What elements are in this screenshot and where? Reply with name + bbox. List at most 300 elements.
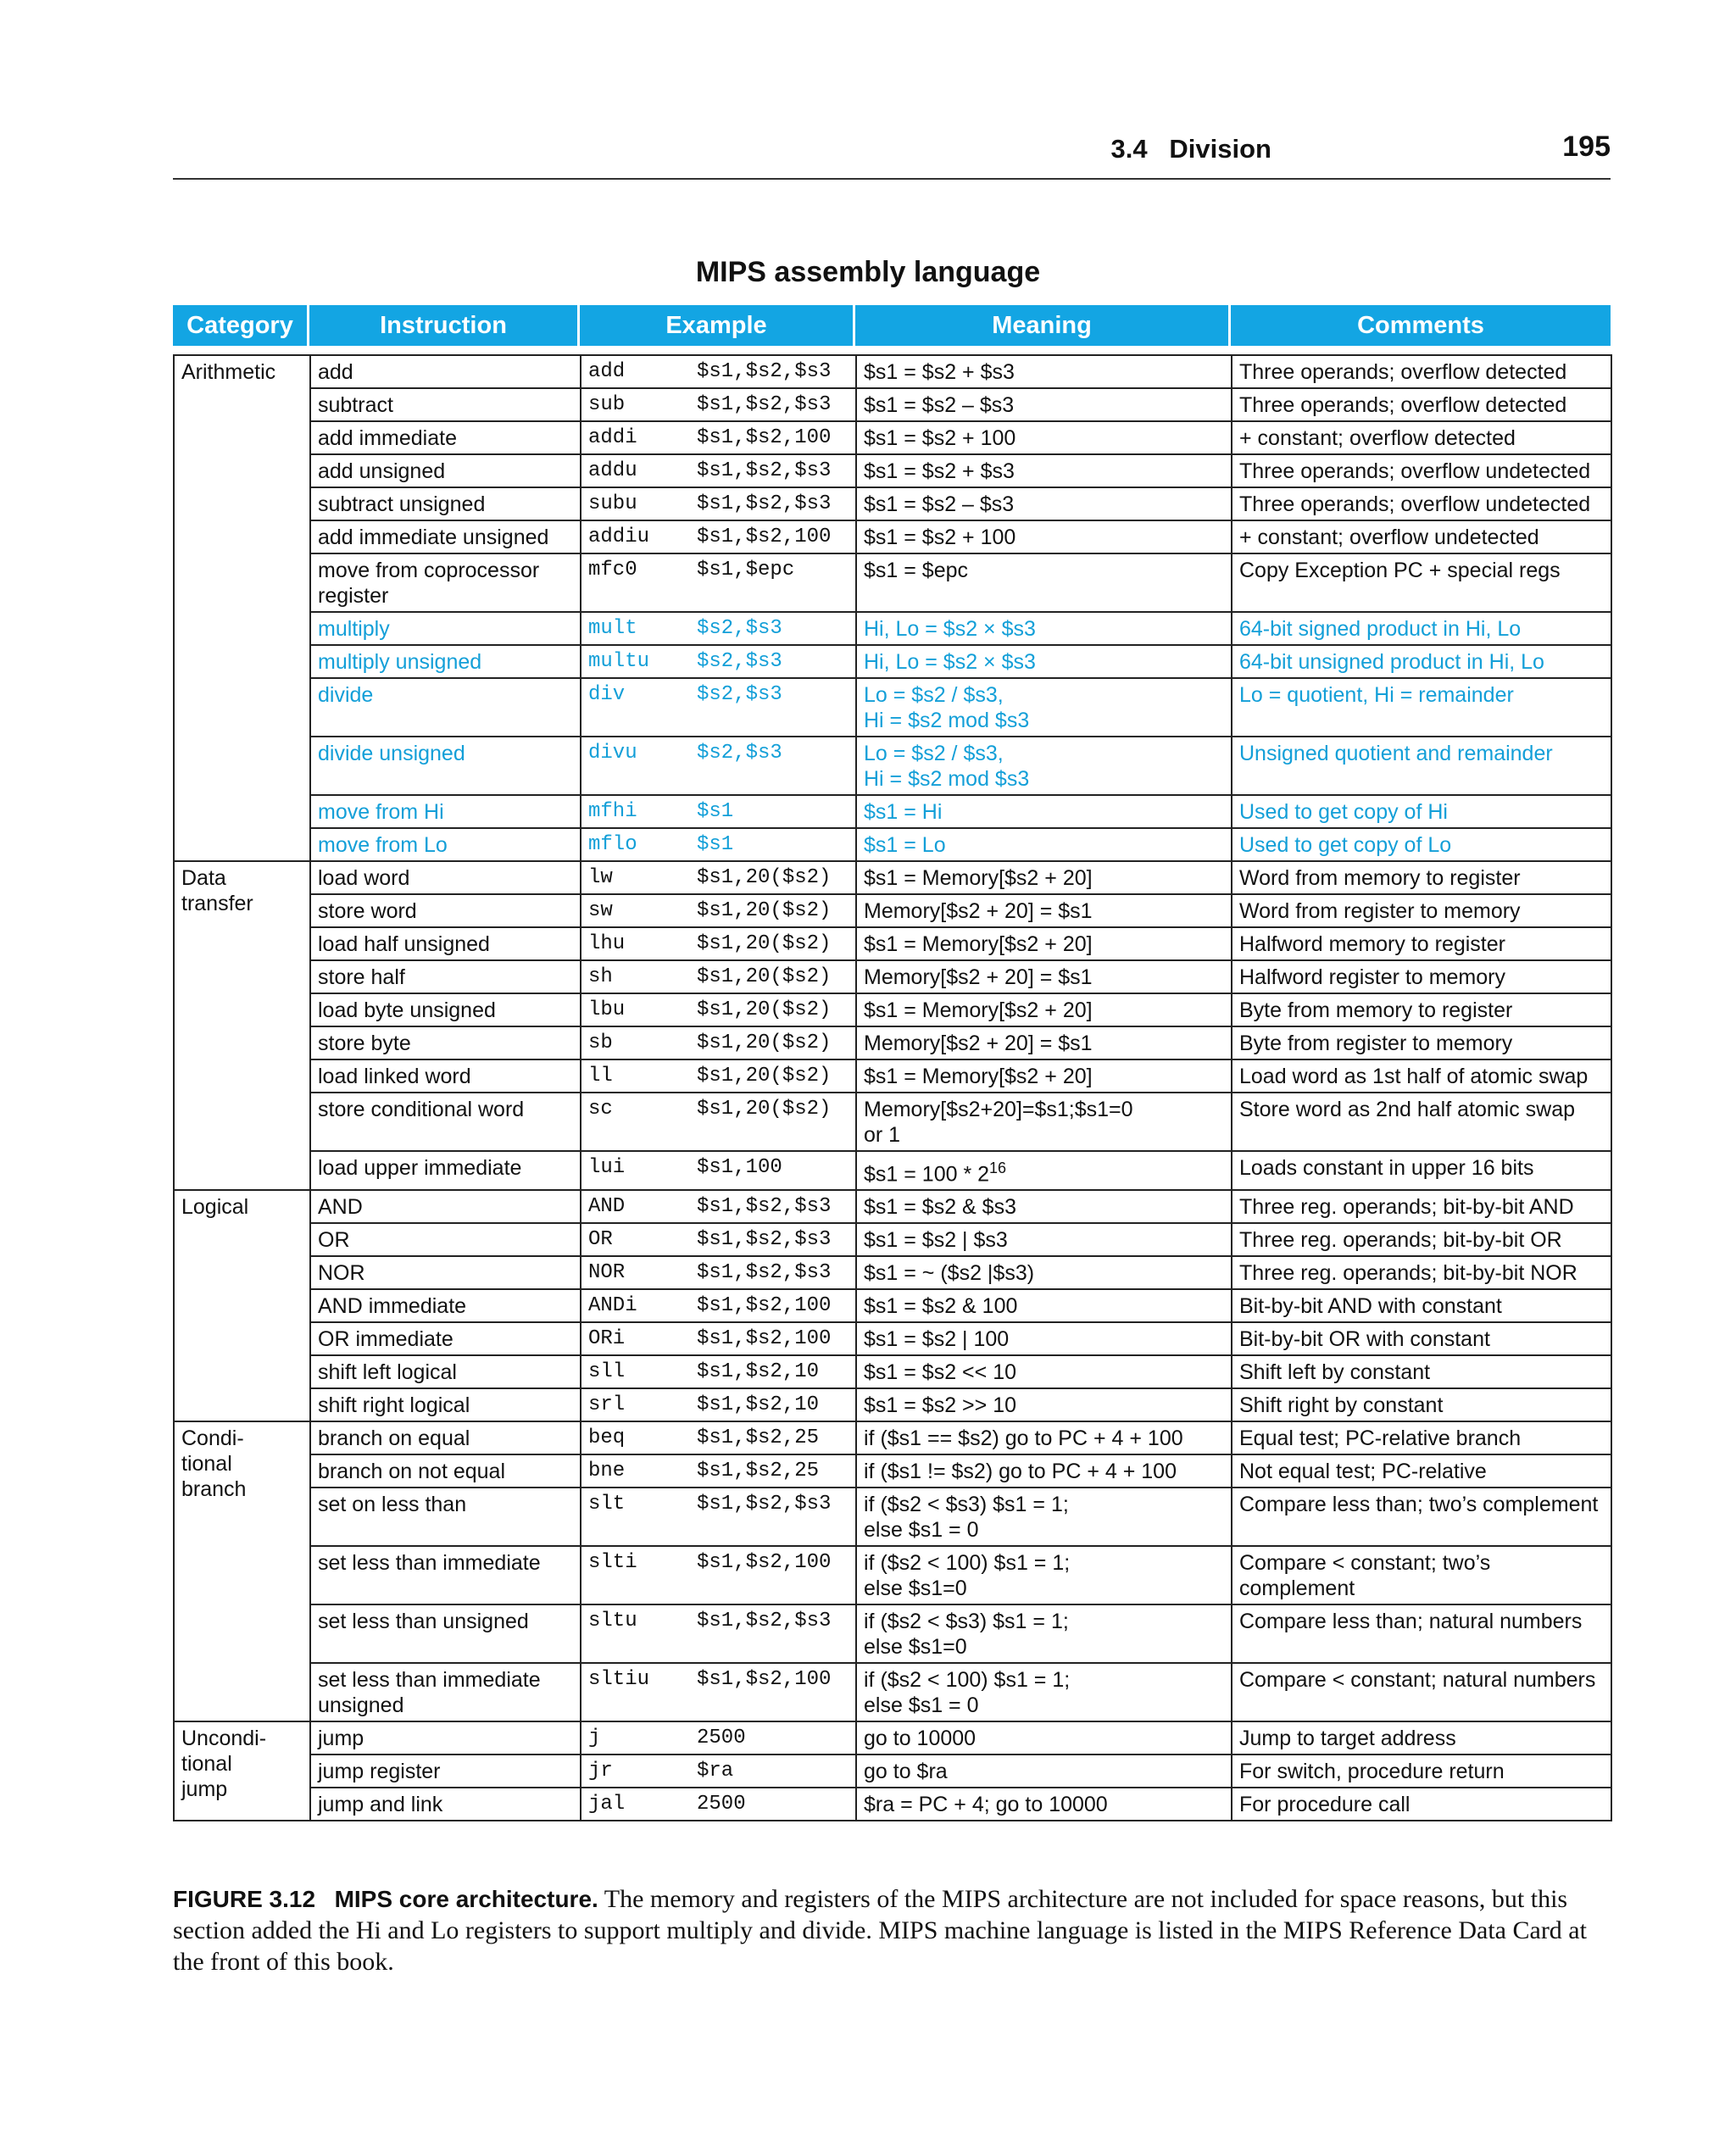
opcode: lui bbox=[588, 1156, 626, 1179]
operands: $s1,$s2,$s3 bbox=[697, 393, 832, 416]
instruction-cell: store byte bbox=[310, 1026, 581, 1059]
example-cell bbox=[581, 388, 856, 421]
example-cell bbox=[581, 1289, 856, 1322]
meaning-text-line2: Hi = $s2 mod $s3 bbox=[864, 767, 1030, 791]
meaning-text: $s1 = 100 * 2 bbox=[864, 1162, 990, 1187]
operands: $s1,$epc bbox=[697, 559, 795, 581]
meaning-text: $s1 = $s2 >> 10 bbox=[864, 1393, 1017, 1418]
example-cell bbox=[581, 1059, 856, 1093]
comment-cell: Three reg. operands; bit-by-bit NOR bbox=[1232, 1256, 1611, 1289]
example-cell bbox=[581, 828, 856, 861]
instruction-cell: load word bbox=[310, 861, 581, 894]
meaning-text: $s1 = Memory[$s2 + 20] bbox=[864, 1065, 1093, 1088]
figure-caption-text: The memory and registers of the MIPS architecture are not included for space reasons, but this section added the Hi and Lo registers to support multiply and divide. MIPS machine language is listed in the MIPS Reference Data Card at the front of this book. bbox=[173, 1885, 1587, 1976]
opcode: slti bbox=[588, 1551, 637, 1575]
meaning-text: $ra = PC + 4; go to 10000 bbox=[864, 1793, 1108, 1817]
running-header bbox=[173, 127, 1611, 180]
opcode: sltiu bbox=[588, 1668, 650, 1692]
comment-cell: Shift right by constant bbox=[1232, 1388, 1611, 1421]
opcode: div bbox=[588, 683, 626, 706]
comment-cell: Used to get copy of Hi bbox=[1232, 795, 1611, 828]
meaning-text: $s1 = ~ ($s2 |$s3) bbox=[864, 1261, 1035, 1286]
example-cell bbox=[581, 960, 856, 993]
example-cell bbox=[581, 1663, 856, 1721]
instruction-cell: divide bbox=[310, 678, 581, 737]
example-cell bbox=[581, 678, 856, 737]
comment-cell: Byte from register to memory bbox=[1232, 1026, 1611, 1059]
opcode: sh bbox=[588, 965, 613, 988]
operands: $s1,$s2,100 bbox=[697, 1551, 832, 1575]
opcode: jr bbox=[588, 1760, 613, 1783]
example-cell bbox=[581, 1322, 856, 1355]
comment-cell: Three operands; overflow detected bbox=[1232, 355, 1611, 388]
table-row bbox=[174, 612, 1611, 645]
instruction-cell: move from Hi bbox=[310, 795, 581, 828]
instruction-cell: OR immediate bbox=[310, 1322, 581, 1355]
meaning-text: $s1 = Hi bbox=[864, 800, 943, 824]
opcode: ORi bbox=[588, 1327, 626, 1351]
meaning-cell bbox=[856, 1223, 1232, 1256]
instruction-cell: add immediate bbox=[310, 421, 581, 454]
table-row bbox=[174, 993, 1611, 1026]
operands: $s1,$s2,$s3 bbox=[697, 492, 832, 515]
meaning-cell bbox=[856, 960, 1232, 993]
operands: $s1,$s2,$s3 bbox=[697, 1195, 832, 1219]
operands: $s1,$s2,25 bbox=[697, 1426, 820, 1450]
example-cell bbox=[581, 1421, 856, 1454]
opcode: sc bbox=[588, 1098, 613, 1121]
example-cell bbox=[581, 1454, 856, 1488]
opcode: addi bbox=[588, 426, 637, 449]
meaning-text: if ($s1 != $s2) go to PC + 4 + 100 bbox=[864, 1460, 1177, 1484]
comment-cell: Halfword memory to register bbox=[1232, 927, 1611, 960]
operands: $s1,$s2,100 bbox=[697, 426, 832, 449]
instruction-cell: set less than immediate unsigned bbox=[310, 1663, 581, 1721]
opcode: OR bbox=[588, 1228, 613, 1252]
instruction-cell: subtract unsigned bbox=[310, 487, 581, 520]
comment-cell: Three reg. operands; bit-by-bit AND bbox=[1232, 1190, 1611, 1223]
comment-cell: Compare less than; two’s complement bbox=[1232, 1488, 1611, 1546]
comment-cell: Shift left by constant bbox=[1232, 1355, 1611, 1388]
operands: $s1,$s2,100 bbox=[697, 526, 832, 548]
meaning-text-line2: else $s1=0 bbox=[864, 1635, 967, 1660]
example-cell bbox=[581, 1223, 856, 1256]
operands: $s1,$s2,$s3 bbox=[697, 1610, 832, 1633]
instruction-cell: multiply unsigned bbox=[310, 645, 581, 678]
table-row bbox=[174, 927, 1611, 960]
opcode: sw bbox=[588, 899, 613, 922]
meaning-text: $s1 = Lo bbox=[864, 833, 946, 857]
column-header-example: Example bbox=[580, 305, 855, 346]
table-row bbox=[174, 1223, 1611, 1256]
table-row bbox=[174, 1256, 1611, 1289]
comment-cell: Compare < constant; two’s complement bbox=[1232, 1546, 1611, 1604]
opcode: lhu bbox=[588, 932, 626, 955]
meaning-cell bbox=[856, 1755, 1232, 1788]
comment-cell: Word from register to memory bbox=[1232, 894, 1611, 927]
table-title: MIPS assembly language bbox=[695, 256, 1041, 288]
instruction-cell: branch on not equal bbox=[310, 1454, 581, 1488]
example-cell bbox=[581, 1788, 856, 1821]
comment-cell: Lo = quotient, Hi = remainder bbox=[1232, 678, 1611, 737]
meaning-cell bbox=[856, 795, 1232, 828]
example-cell bbox=[581, 355, 856, 388]
meaning-cell bbox=[856, 645, 1232, 678]
comment-cell: + constant; overflow undetected bbox=[1232, 520, 1611, 553]
table-row bbox=[174, 795, 1611, 828]
meaning-cell bbox=[856, 1355, 1232, 1388]
operands: $ra bbox=[697, 1760, 734, 1783]
table-row bbox=[174, 487, 1611, 520]
meaning-text-line2: else $s1 = 0 bbox=[864, 1693, 979, 1718]
table-row bbox=[174, 737, 1611, 795]
section-title: 3.4 Division bbox=[1110, 134, 1271, 164]
meaning-text: $s1 = $s2 | $s3 bbox=[864, 1228, 1008, 1253]
meaning-text: Hi, Lo = $s2 × $s3 bbox=[864, 617, 1036, 641]
operands: $s2,$s3 bbox=[697, 742, 782, 765]
meaning-text: Lo = $s2 / $s3, bbox=[864, 742, 1004, 765]
example-cell bbox=[581, 1093, 856, 1151]
category-cell: Logical bbox=[174, 1190, 310, 1421]
operands: $s1 bbox=[697, 833, 734, 856]
example-cell bbox=[581, 1256, 856, 1289]
instruction-cell: NOR bbox=[310, 1256, 581, 1289]
opcode: ANDi bbox=[588, 1294, 637, 1318]
example-cell bbox=[581, 1546, 856, 1604]
table-row bbox=[174, 1151, 1611, 1190]
meaning-cell bbox=[856, 1322, 1232, 1355]
meaning-cell bbox=[856, 861, 1232, 894]
table-row bbox=[174, 454, 1611, 487]
instruction-cell: move from coprocessor register bbox=[310, 553, 581, 612]
meaning-text-line2: or 1 bbox=[864, 1123, 901, 1147]
column-header-meaning: Meaning bbox=[855, 305, 1231, 346]
category-cell: Data transfer bbox=[174, 861, 310, 1190]
table-row bbox=[174, 1059, 1611, 1093]
example-cell bbox=[581, 1755, 856, 1788]
meaning-cell bbox=[856, 421, 1232, 454]
table-row bbox=[174, 894, 1611, 927]
instruction-cell: jump bbox=[310, 1721, 581, 1755]
comment-cell: 64-bit signed product in Hi, Lo bbox=[1232, 612, 1611, 645]
table-row bbox=[174, 1488, 1611, 1546]
opcode: j bbox=[588, 1727, 601, 1750]
comment-cell: Bit-by-bit AND with constant bbox=[1232, 1289, 1611, 1322]
operands: $s2,$s3 bbox=[697, 650, 782, 673]
comment-cell: Loads constant in upper 16 bits bbox=[1232, 1151, 1611, 1190]
meaning-cell bbox=[856, 388, 1232, 421]
table-row bbox=[174, 678, 1611, 737]
meaning-cell bbox=[856, 1093, 1232, 1151]
instruction-cell: multiply bbox=[310, 612, 581, 645]
comment-cell: For switch, procedure return bbox=[1232, 1755, 1611, 1788]
opcode: lbu bbox=[588, 998, 626, 1021]
opcode: mflo bbox=[588, 833, 637, 856]
opcode: AND bbox=[588, 1195, 626, 1219]
page-number: 195 bbox=[1562, 131, 1611, 163]
opcode: ll bbox=[588, 1065, 613, 1087]
meaning-text: Hi, Lo = $s2 × $s3 bbox=[864, 650, 1036, 674]
operands: $s1,20($s2) bbox=[697, 965, 832, 988]
meaning-text: Lo = $s2 / $s3, bbox=[864, 683, 1004, 707]
table-row bbox=[174, 1421, 1611, 1454]
meaning-text: go to $ra bbox=[864, 1760, 948, 1784]
comment-cell: Halfword register to memory bbox=[1232, 960, 1611, 993]
meaning-superscript: 16 bbox=[989, 1159, 1007, 1176]
example-cell bbox=[581, 1026, 856, 1059]
opcode: NOR bbox=[588, 1261, 626, 1285]
example-cell bbox=[581, 1721, 856, 1755]
meaning-cell bbox=[856, 737, 1232, 795]
example-cell bbox=[581, 645, 856, 678]
instruction-cell: divide unsigned bbox=[310, 737, 581, 795]
meaning-text: $s1 = $s2 + $s3 bbox=[864, 360, 1015, 384]
example-cell bbox=[581, 1604, 856, 1663]
operands: $s1,20($s2) bbox=[697, 1065, 832, 1087]
meaning-text: $s1 = $s2 – $s3 bbox=[864, 492, 1015, 516]
opcode: divu bbox=[588, 742, 637, 765]
meaning-text: $s1 = Memory[$s2 + 20] bbox=[864, 998, 1093, 1022]
operands: $s1,$s2,$s3 bbox=[697, 459, 832, 482]
operands: $s1,20($s2) bbox=[697, 899, 832, 922]
comment-cell: Equal test; PC-relative branch bbox=[1232, 1421, 1611, 1454]
table-row bbox=[174, 1355, 1611, 1388]
meaning-cell bbox=[856, 1151, 1232, 1190]
table-row bbox=[174, 1026, 1611, 1059]
table-row bbox=[174, 1788, 1611, 1821]
operands: $s1,$s2,$s3 bbox=[697, 1261, 832, 1285]
opcode: sub bbox=[588, 393, 626, 416]
meaning-text: if ($s2 < $s3) $s1 = 1; bbox=[864, 1493, 1069, 1517]
instruction-cell: set less than unsigned bbox=[310, 1604, 581, 1663]
instruction-cell: store conditional word bbox=[310, 1093, 581, 1151]
meaning-cell bbox=[856, 487, 1232, 520]
meaning-cell bbox=[856, 828, 1232, 861]
comment-cell: + constant; overflow detected bbox=[1232, 421, 1611, 454]
table-row bbox=[174, 388, 1611, 421]
figure-title: MIPS core architecture. bbox=[334, 1886, 598, 1912]
table-row bbox=[174, 861, 1611, 894]
comment-cell: Compare less than; natural numbers bbox=[1232, 1604, 1611, 1663]
table-row bbox=[174, 1289, 1611, 1322]
figure-label: FIGURE 3.12 bbox=[173, 1886, 316, 1912]
operands: $s1,$s2,$s3 bbox=[697, 360, 832, 383]
example-cell bbox=[581, 487, 856, 520]
instruction-cell: store half bbox=[310, 960, 581, 993]
meaning-text: $s1 = $s2 + $s3 bbox=[864, 459, 1015, 483]
operands: $s1,$s2,$s3 bbox=[697, 1228, 832, 1252]
comment-cell: 64-bit unsigned product in Hi, Lo bbox=[1232, 645, 1611, 678]
example-cell bbox=[581, 1388, 856, 1421]
meaning-text-line2: Hi = $s2 mod $s3 bbox=[864, 709, 1030, 732]
meaning-cell bbox=[856, 1256, 1232, 1289]
meaning-cell bbox=[856, 520, 1232, 553]
meaning-text: $s1 = $s2 + 100 bbox=[864, 426, 1016, 450]
opcode: multu bbox=[588, 650, 650, 673]
column-header-instruction: Instruction bbox=[309, 305, 580, 346]
meaning-cell bbox=[856, 1388, 1232, 1421]
comment-cell: Three operands; overflow detected bbox=[1232, 388, 1611, 421]
meaning-cell bbox=[856, 1488, 1232, 1546]
opcode: sltu bbox=[588, 1610, 637, 1633]
category-cell: Condi- tional branch bbox=[174, 1421, 310, 1721]
instruction-cell: add immediate unsigned bbox=[310, 520, 581, 553]
meaning-text: $s1 = $s2 << 10 bbox=[864, 1360, 1017, 1385]
comment-cell: Unsigned quotient and remainder bbox=[1232, 737, 1611, 795]
operands: $s1,100 bbox=[697, 1156, 782, 1179]
example-cell bbox=[581, 612, 856, 645]
instruction-cell: add bbox=[310, 355, 581, 388]
category-cell: Uncondi- tional jump bbox=[174, 1721, 310, 1821]
example-cell bbox=[581, 421, 856, 454]
table-row bbox=[174, 421, 1611, 454]
instruction-cell: branch on equal bbox=[310, 1421, 581, 1454]
table-row bbox=[174, 1546, 1611, 1604]
meaning-cell bbox=[856, 1190, 1232, 1223]
meaning-text: if ($s2 < 100) $s1 = 1; bbox=[864, 1668, 1071, 1693]
table-row bbox=[174, 553, 1611, 612]
meaning-text: Memory[$s2+20]=$s1;$s1=0 bbox=[864, 1098, 1133, 1121]
comment-cell: Not equal test; PC-relative bbox=[1232, 1454, 1611, 1488]
instruction-cell: jump and link bbox=[310, 1788, 581, 1821]
example-cell bbox=[581, 993, 856, 1026]
meaning-cell bbox=[856, 1421, 1232, 1454]
meaning-cell bbox=[856, 1663, 1232, 1721]
example-cell bbox=[581, 1190, 856, 1223]
meaning-text-line2: else $s1=0 bbox=[864, 1577, 967, 1601]
operands: $s1,$s2,25 bbox=[697, 1460, 820, 1483]
meaning-text: $s1 = $epc bbox=[864, 559, 969, 582]
meaning-cell bbox=[856, 1788, 1232, 1821]
table-header bbox=[173, 305, 1611, 346]
comment-cell: For procedure call bbox=[1232, 1788, 1611, 1821]
column-header-comments: Comments bbox=[1231, 305, 1611, 346]
operands: 2500 bbox=[697, 1727, 746, 1750]
meaning-cell bbox=[856, 1454, 1232, 1488]
meaning-cell bbox=[856, 612, 1232, 645]
meaning-cell bbox=[856, 894, 1232, 927]
meaning-text: $s1 = $s2 & $s3 bbox=[864, 1195, 1016, 1220]
example-cell bbox=[581, 795, 856, 828]
opcode: slt bbox=[588, 1493, 626, 1516]
example-cell bbox=[581, 553, 856, 612]
example-cell bbox=[581, 861, 856, 894]
operands: $s2,$s3 bbox=[697, 617, 782, 640]
operands: 2500 bbox=[697, 1793, 746, 1816]
meaning-cell bbox=[856, 355, 1232, 388]
example-cell bbox=[581, 894, 856, 927]
opcode: srl bbox=[588, 1393, 626, 1417]
column-header-category: Category bbox=[173, 305, 309, 346]
meaning-cell bbox=[856, 454, 1232, 487]
operands: $s1,20($s2) bbox=[697, 1098, 832, 1121]
comment-cell: Copy Exception PC + special regs bbox=[1232, 553, 1611, 612]
instruction-cell: move from Lo bbox=[310, 828, 581, 861]
meaning-cell bbox=[856, 927, 1232, 960]
instruction-cell: OR bbox=[310, 1223, 581, 1256]
opcode: mult bbox=[588, 617, 637, 640]
meaning-text: Memory[$s2 + 20] = $s1 bbox=[864, 965, 1093, 989]
example-cell bbox=[581, 1151, 856, 1190]
operands: $s1,$s2,$s3 bbox=[697, 1493, 832, 1516]
operands: $s1,$s2,100 bbox=[697, 1668, 832, 1692]
meaning-cell bbox=[856, 1059, 1232, 1093]
comment-cell: Word from memory to register bbox=[1232, 861, 1611, 894]
instruction-cell: AND bbox=[310, 1190, 581, 1223]
table-row bbox=[174, 1755, 1611, 1788]
opcode: addiu bbox=[588, 526, 650, 548]
instruction-cell: subtract bbox=[310, 388, 581, 421]
comment-cell: Three reg. operands; bit-by-bit OR bbox=[1232, 1223, 1611, 1256]
meaning-text: Memory[$s2 + 20] = $s1 bbox=[864, 899, 1093, 923]
comment-cell: Jump to target address bbox=[1232, 1721, 1611, 1755]
instruction-cell: set on less than bbox=[310, 1488, 581, 1546]
instruction-cell: set less than immediate bbox=[310, 1546, 581, 1604]
instruction-cell: shift right logical bbox=[310, 1388, 581, 1421]
meaning-cell bbox=[856, 1604, 1232, 1663]
meaning-cell bbox=[856, 1721, 1232, 1755]
meaning-text: if ($s2 < $s3) $s1 = 1; bbox=[864, 1610, 1069, 1634]
category-cell: Arithmetic bbox=[174, 355, 310, 861]
table-row bbox=[174, 1322, 1611, 1355]
operands: $s1,20($s2) bbox=[697, 932, 832, 955]
comment-cell: Compare < constant; natural numbers bbox=[1232, 1663, 1611, 1721]
opcode: sb bbox=[588, 1032, 613, 1054]
operands: $s1,$s2,10 bbox=[697, 1360, 820, 1384]
comment-cell: Three operands; overflow undetected bbox=[1232, 454, 1611, 487]
instruction-cell: jump register bbox=[310, 1755, 581, 1788]
table-row bbox=[174, 520, 1611, 553]
table-row bbox=[174, 1454, 1611, 1488]
operands: $s1,20($s2) bbox=[697, 866, 832, 889]
meaning-text: if ($s2 < 100) $s1 = 1; bbox=[864, 1551, 1071, 1576]
opcode: bne bbox=[588, 1460, 626, 1483]
comment-cell: Byte from memory to register bbox=[1232, 993, 1611, 1026]
meaning-cell bbox=[856, 553, 1232, 612]
meaning-text: $s1 = $s2 | 100 bbox=[864, 1327, 1010, 1352]
table-row bbox=[174, 355, 1611, 388]
meaning-text: $s1 = $s2 + 100 bbox=[864, 526, 1016, 549]
operands: $s1,$s2,100 bbox=[697, 1294, 832, 1318]
meaning-text: go to 10000 bbox=[864, 1727, 976, 1751]
opcode: mfc0 bbox=[588, 559, 637, 581]
operands: $s1,$s2,10 bbox=[697, 1393, 820, 1417]
opcode: lw bbox=[588, 866, 613, 889]
comment-cell: Bit-by-bit OR with constant bbox=[1232, 1322, 1611, 1355]
meaning-text: $s1 = $s2 – $s3 bbox=[864, 393, 1015, 417]
table-row bbox=[174, 1721, 1611, 1755]
instruction-cell: AND immediate bbox=[310, 1289, 581, 1322]
meaning-cell bbox=[856, 1026, 1232, 1059]
meaning-text-line2: else $s1 = 0 bbox=[864, 1518, 979, 1543]
operands: $s2,$s3 bbox=[697, 683, 782, 706]
opcode: add bbox=[588, 360, 626, 383]
meaning-text: $s1 = $s2 & 100 bbox=[864, 1294, 1018, 1319]
example-cell bbox=[581, 520, 856, 553]
table-body bbox=[174, 355, 1611, 1821]
operands: $s1,20($s2) bbox=[697, 1032, 832, 1054]
opcode: addu bbox=[588, 459, 637, 482]
table-row bbox=[174, 645, 1611, 678]
opcode: mfhi bbox=[588, 800, 637, 823]
example-cell bbox=[581, 1355, 856, 1388]
table-row bbox=[174, 1190, 1611, 1223]
table-row bbox=[174, 1604, 1611, 1663]
meaning-cell bbox=[856, 1546, 1232, 1604]
instruction-cell: store word bbox=[310, 894, 581, 927]
meaning-cell bbox=[856, 993, 1232, 1026]
instruction-cell: shift left logical bbox=[310, 1355, 581, 1388]
